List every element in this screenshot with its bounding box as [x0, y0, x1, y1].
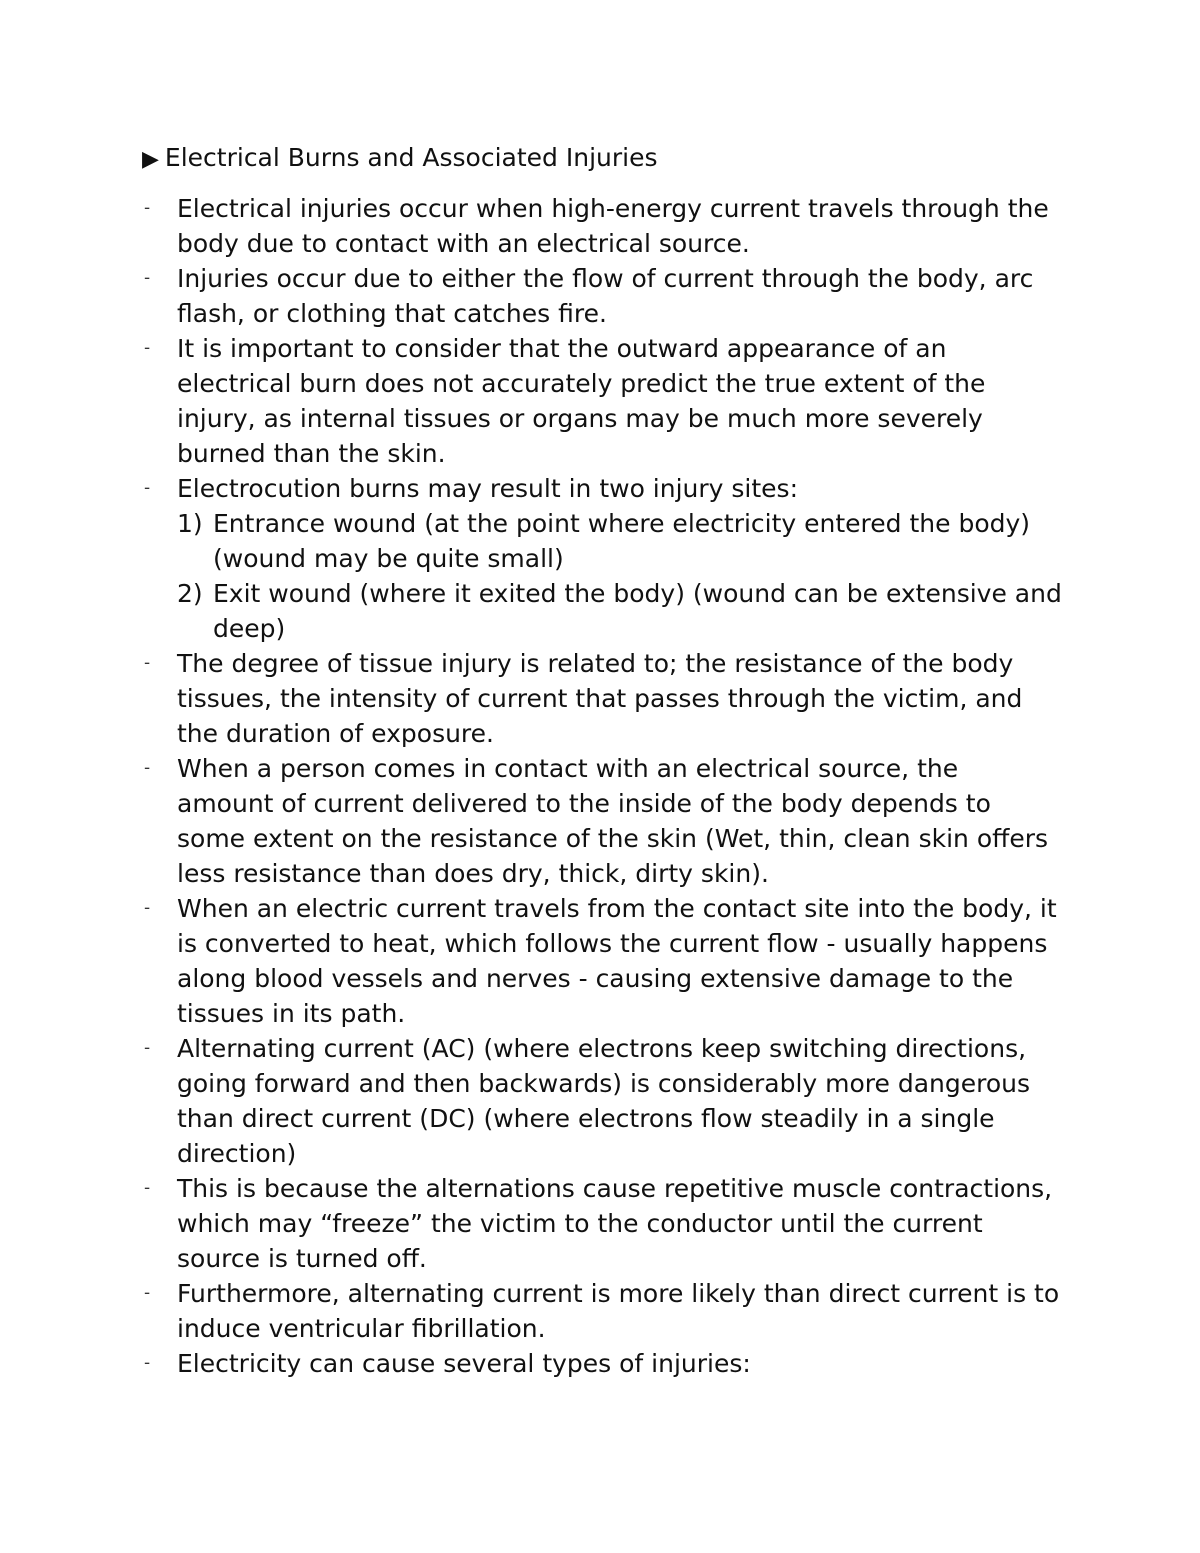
list-item-text: Furthermore, alternating current is more likely than direct current is to induce ventricular fibrillation.	[177, 1279, 1060, 1343]
triangle-bullet-icon: ▶	[142, 147, 159, 172]
list-item	[142, 1346, 1062, 1381]
list-item-text: Alternating current (AC) (where electrons keep switching directions, going forward and then backwards) is considerably more dangerous than direct current (DC) (where electrons flow steadily in a single direction)	[177, 1034, 1031, 1168]
dash-bullet: -	[144, 478, 151, 498]
list-item	[142, 261, 1062, 331]
heading-title: Electrical Burns and Associated Injuries	[164, 143, 658, 172]
list-item	[142, 1276, 1062, 1346]
sub-item-number: 1)	[177, 509, 203, 538]
section-heading	[142, 140, 658, 177]
list-item-text: Injuries occur due to either the flow of current through the body, arc flash, or clothing that catches fire.	[177, 264, 1034, 328]
bullet-list	[142, 191, 1062, 1381]
list-item-text: Electrocution burns may result in two injury sites:	[177, 474, 799, 503]
list-item-text: This is because the alternations cause repetitive muscle contractions, which may “freeze” the victim to the conductor until the current source is turned off.	[177, 1174, 1053, 1273]
dash-bullet: -	[144, 268, 151, 288]
dash-bullet: -	[144, 198, 151, 218]
list-item	[142, 331, 1062, 471]
list-item-text: The degree of tissue injury is related to; the resistance of the body tissues, the intensity of current that passes through the victim, and the duration of exposure.	[177, 649, 1023, 748]
numbered-sub-item	[142, 576, 1062, 646]
dash-bullet: -	[144, 653, 151, 673]
dash-bullet: -	[144, 1283, 151, 1303]
dash-bullet: -	[144, 758, 151, 778]
list-item	[142, 891, 1062, 1031]
list-item-text: It is important to consider that the outward appearance of an electrical burn does not accurately predict the true extent of the injury, as internal tissues or organs may be much more severely burned than the skin.	[177, 334, 986, 468]
list-item-text: When a person comes in contact with an electrical source, the amount of current delivered to the inside of the body depends to some extent on the resistance of the skin (Wet, thin, clean skin offers less resistance than does dry, thick, dirty skin).	[177, 754, 1049, 888]
list-item	[142, 1031, 1062, 1171]
dash-bullet: -	[144, 338, 151, 358]
list-item	[142, 191, 1062, 261]
list-item	[142, 646, 1062, 751]
list-item	[142, 751, 1062, 891]
list-item-text: Electrical injuries occur when high-energy current travels through the body due to contact with an electrical source.	[177, 194, 1049, 258]
dash-bullet: -	[144, 1178, 151, 1198]
sub-item-text: Entrance wound (at the point where electricity entered the body) (wound may be quite small)	[213, 509, 1031, 573]
numbered-sub-item	[142, 506, 1062, 576]
list-item-text: When an electric current travels from the contact site into the body, it is converted to heat, which follows the current flow - usually happens along blood vessels and nerves - causing extensive damage to the tissues in its path.	[177, 894, 1057, 1028]
dash-bullet: -	[144, 898, 151, 918]
list-item	[142, 1171, 1062, 1276]
sub-item-text: Exit wound (where it exited the body) (wound can be extensive and deep)	[213, 579, 1062, 643]
dash-bullet: -	[144, 1038, 151, 1058]
list-item-text: Electricity can cause several types of injuries:	[177, 1349, 751, 1378]
dash-bullet: -	[144, 1353, 151, 1373]
sub-item-number: 2)	[177, 579, 203, 608]
list-item	[142, 471, 1062, 506]
